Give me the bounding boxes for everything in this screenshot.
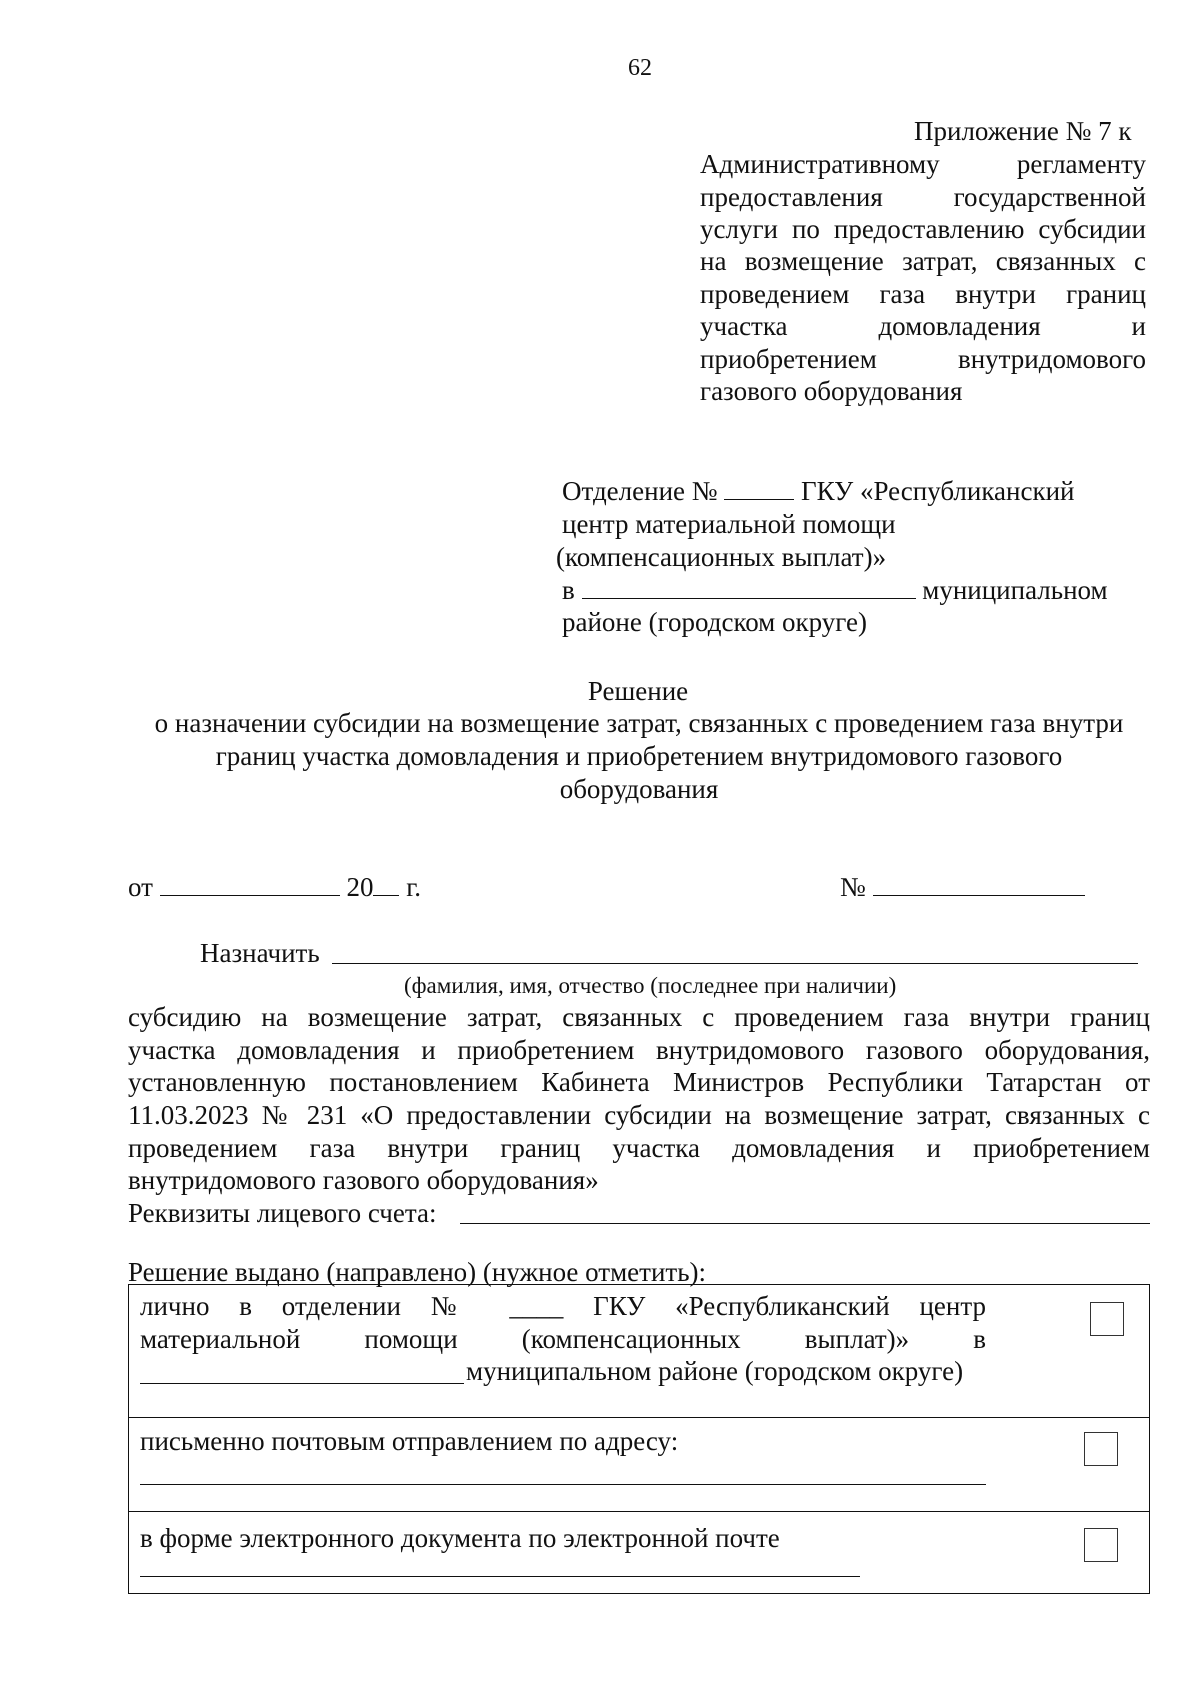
date-field[interactable] xyxy=(160,873,340,896)
in-person-municipality-field[interactable] xyxy=(140,1383,464,1384)
post-checkbox[interactable] xyxy=(1084,1432,1118,1466)
recipient-name-field[interactable] xyxy=(332,963,1138,964)
body-line: 11.03.2023 № 231 «О предоставлении субсидии на возмещение затрат, связанных с xyxy=(128,1100,1150,1130)
addressee-line-1 xyxy=(562,475,1074,507)
postal-address-field[interactable] xyxy=(140,1484,986,1485)
number-label: № xyxy=(840,872,866,902)
account-label: Реквизиты лицевого счета: xyxy=(128,1198,437,1228)
municipal-label: муниципальном xyxy=(922,575,1108,605)
decision-subtitle-line: оборудования xyxy=(559,774,719,804)
appendix-line: участка домовладения и xyxy=(700,311,1146,341)
addressee-line: (компенсационных выплат)» xyxy=(556,542,887,572)
issued-heading: Решение выдано (направлено) (нужное отметить): xyxy=(128,1257,707,1287)
in-person-checkbox[interactable] xyxy=(1090,1302,1124,1336)
department-number-field[interactable] xyxy=(724,477,794,500)
decision-subtitle-line: границ участка домовладения и приобретением внутридомового газового xyxy=(215,741,1063,771)
appendix-line: проведением газа внутри границ xyxy=(700,279,1146,309)
option-text-line: муниципальном районе (городском округе) xyxy=(466,1356,964,1386)
body-line: субсидию на возмещение затрат, связанных с проведением газа внутри границ xyxy=(128,1002,1150,1032)
year-prefix: 20 xyxy=(346,872,374,902)
addressee-line: районе (городском округе) xyxy=(562,607,867,637)
option-text-line: материальной помощи (компенсационных выплат)» в xyxy=(140,1324,986,1354)
institution-name: ГКУ «Республиканский xyxy=(801,476,1075,506)
year-field[interactable] xyxy=(373,873,399,896)
body-line: проведением газа внутри границ участка домовладения и приобретением xyxy=(128,1133,1150,1163)
body-line: внутридомового газового оборудования» xyxy=(128,1165,599,1195)
in-label: в xyxy=(562,575,575,605)
addressee-line-4 xyxy=(562,574,1108,606)
appendix-line: на возмещение затрат, связанных с xyxy=(700,246,1146,276)
email-field[interactable] xyxy=(140,1576,860,1577)
option-text-line: в форме электронного документа по электронной почте xyxy=(140,1523,780,1553)
appendix-line: приобретением внутридомового xyxy=(700,344,1146,374)
number-row xyxy=(840,871,1085,903)
option-text-line: лично в отделении № ____ ГКУ «Республиканский центр xyxy=(140,1291,986,1321)
page-number: 62 xyxy=(628,55,652,81)
appendix-line: предоставления государственной xyxy=(700,182,1146,212)
date-row xyxy=(128,871,421,903)
body-line: участка домовладения и приобретением внутридомового газового оборудования, xyxy=(128,1035,1150,1065)
decision-title: Решение xyxy=(587,676,689,706)
recipient-name-hint: (фамилия, имя, отчество (последнее при наличии) xyxy=(404,973,897,998)
account-field[interactable] xyxy=(460,1223,1150,1224)
decision-subtitle-line: о назначении субсидии на возмещение затрат, связанных с проведением газа внутри xyxy=(154,708,1124,738)
appendix-heading: Приложение № 7 к xyxy=(914,116,1132,146)
assign-label: Назначить xyxy=(200,938,320,968)
appendix-line: газового оборудования xyxy=(700,376,963,406)
appendix-line: услуги по предоставлению субсидии xyxy=(700,214,1146,244)
appendix-line: Административному регламенту xyxy=(700,149,1146,179)
table-divider xyxy=(129,1417,1149,1418)
body-line: установленную постановлением Кабинета Министров Республики Татарстан от xyxy=(128,1067,1150,1097)
email-checkbox[interactable] xyxy=(1084,1528,1118,1562)
municipality-field[interactable] xyxy=(582,576,916,599)
date-from-label: от xyxy=(128,872,153,902)
option-text-line: письменно почтовым отправлением по адресу: xyxy=(140,1426,679,1456)
department-label: Отделение № xyxy=(562,476,718,506)
table-divider xyxy=(129,1511,1149,1512)
addressee-line: центр материальной помощи xyxy=(562,509,896,539)
decision-number-field[interactable] xyxy=(873,873,1085,896)
year-suffix: г. xyxy=(406,872,421,902)
